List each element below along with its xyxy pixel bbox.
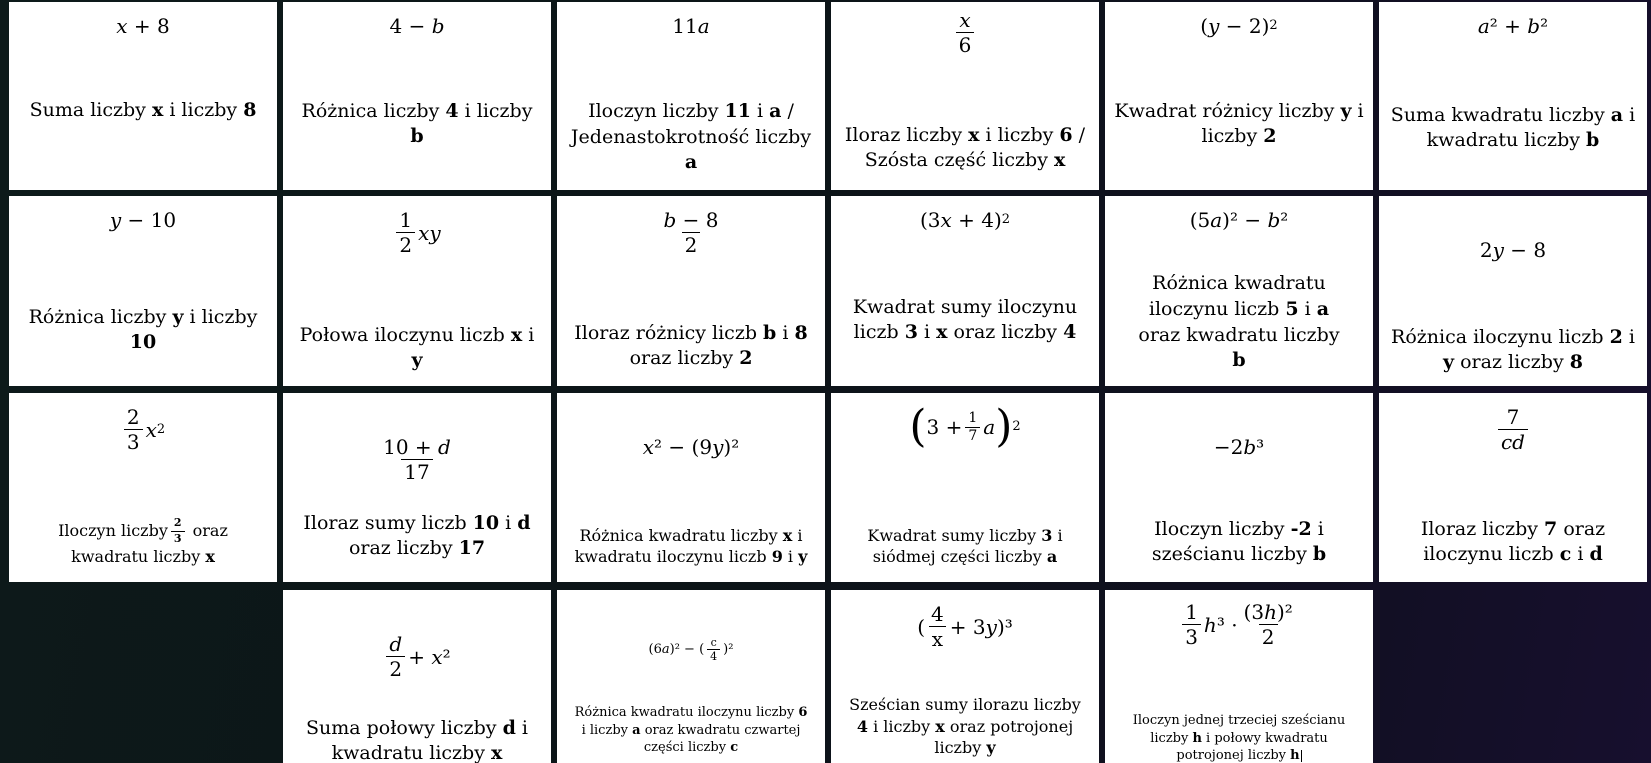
description-term: d bbox=[517, 511, 531, 534]
math-expression bbox=[917, 602, 1013, 651]
flashcard-r2c2[interactable] bbox=[283, 196, 551, 386]
flashcard-r4c2[interactable] bbox=[283, 590, 551, 763]
flashcard-r4c4[interactable] bbox=[831, 590, 1099, 763]
description-text: Suma kwadratu liczby bbox=[1390, 103, 1611, 126]
card-description bbox=[1139, 517, 1339, 568]
description-term: h bbox=[1290, 748, 1300, 763]
description-text: / Szósta część liczby bbox=[864, 123, 1086, 172]
math-expression bbox=[116, 14, 169, 38]
description-term: x bbox=[782, 525, 793, 545]
expression-tail: x bbox=[145, 417, 157, 442]
description-term: b bbox=[1232, 349, 1246, 372]
description-text: oraz liczby bbox=[348, 537, 459, 560]
card-description bbox=[1129, 271, 1349, 374]
card-description bbox=[1387, 103, 1639, 154]
description-term: 2 bbox=[1609, 325, 1623, 348]
description-text: Iloraz liczby bbox=[1420, 517, 1545, 540]
fraction-denominator: x bbox=[929, 626, 946, 651]
description-term: y bbox=[1443, 351, 1455, 374]
fraction-numerator: d bbox=[389, 632, 403, 656]
card-description bbox=[30, 98, 257, 124]
expression-text: 4 − b bbox=[389, 14, 445, 38]
card-description bbox=[1403, 517, 1623, 568]
description-text: i siódmej części liczby bbox=[872, 525, 1063, 567]
fraction bbox=[124, 405, 143, 454]
description-term: x bbox=[151, 99, 164, 122]
description-term: y bbox=[411, 349, 423, 372]
description-term: 4 bbox=[1063, 321, 1077, 344]
fraction bbox=[171, 516, 185, 547]
description-text: / Jedenastokrotność liczby bbox=[570, 100, 812, 148]
description-term: 3 bbox=[904, 321, 918, 344]
description-term: a bbox=[1046, 547, 1058, 567]
description-term: 17 bbox=[458, 537, 486, 560]
flashcard-r1c3[interactable] bbox=[557, 2, 825, 190]
fraction bbox=[965, 410, 980, 445]
fraction bbox=[1498, 405, 1528, 454]
description-term: 9 bbox=[771, 547, 783, 567]
description-term: 6 bbox=[1059, 123, 1073, 146]
description-term: d bbox=[502, 716, 516, 739]
description-text: i bbox=[750, 100, 770, 123]
fraction bbox=[396, 208, 415, 257]
description-term: x bbox=[205, 547, 215, 567]
description-text: oraz potrojonej liczby bbox=[934, 716, 1074, 758]
card-description bbox=[840, 123, 1090, 174]
fraction bbox=[1241, 600, 1296, 649]
description-text: Iloraz różnicy liczb bbox=[574, 321, 764, 344]
description-text: i bbox=[522, 323, 535, 346]
card-description bbox=[292, 323, 542, 374]
description-text: oraz kwadratu liczby bbox=[71, 520, 228, 567]
description-term: 4 bbox=[445, 99, 459, 122]
description-term: a bbox=[1610, 103, 1624, 126]
card-description bbox=[297, 99, 537, 150]
description-text: i liczby bbox=[979, 123, 1060, 146]
description-text: i liczby bbox=[1201, 99, 1364, 148]
expression-tail: xy bbox=[418, 220, 441, 245]
fraction bbox=[956, 8, 975, 57]
expression-tail: )² bbox=[723, 641, 734, 657]
description-text: i bbox=[776, 321, 795, 344]
description-text: i kwadratu liczby bbox=[331, 716, 529, 763]
card-description bbox=[845, 694, 1085, 759]
expression-text: (3x + 4) bbox=[919, 208, 1002, 232]
flashcard-r1c4[interactable] bbox=[831, 2, 1099, 190]
description-term: 4 bbox=[856, 716, 868, 736]
card-description bbox=[855, 525, 1075, 568]
description-term: 6 bbox=[798, 705, 808, 721]
description-term: -2 bbox=[1290, 517, 1312, 540]
math-expression bbox=[1214, 435, 1264, 459]
card-description bbox=[1129, 712, 1349, 763]
description-term: 11 bbox=[724, 100, 751, 123]
description-text: Iloraz liczby bbox=[844, 123, 969, 146]
math-expression bbox=[1179, 600, 1299, 649]
fraction-numerator: (3h)² bbox=[1243, 600, 1293, 624]
card-description bbox=[297, 716, 537, 763]
math-expression bbox=[657, 208, 724, 257]
card-description bbox=[845, 295, 1085, 346]
card-description bbox=[566, 321, 816, 372]
fraction-denominator: 3 bbox=[1182, 624, 1201, 649]
description-term: a bbox=[684, 151, 698, 174]
description-text: Różnica kwadratu liczby bbox=[579, 525, 783, 545]
description-text: i liczby bbox=[867, 716, 936, 736]
description-text: Sześcian sumy ilorazu liczby bbox=[849, 695, 1081, 715]
description-text: i liczby bbox=[163, 99, 244, 122]
fraction-denominator: 4 bbox=[707, 649, 720, 663]
description-text: oraz kwadratu liczby bbox=[1138, 323, 1340, 346]
flashcard-r1c6[interactable] bbox=[1379, 2, 1647, 190]
fraction-numerator: 10 + d bbox=[383, 435, 451, 459]
fraction-denominator: 6 bbox=[956, 32, 975, 57]
description-term: 5 bbox=[1285, 298, 1299, 321]
fraction-numerator: 2 bbox=[126, 405, 140, 429]
description-text: Różnica kwadratu iloczynu liczb bbox=[1148, 272, 1326, 321]
math-expression bbox=[649, 636, 734, 663]
fraction-numerator: c bbox=[710, 636, 717, 649]
description-term: y bbox=[986, 738, 996, 758]
math-expression bbox=[1495, 405, 1531, 454]
expression-lead: (6a)² − ( bbox=[648, 641, 705, 657]
flashcard-r2c1[interactable] bbox=[9, 196, 277, 386]
fraction-denominator: 2 bbox=[396, 232, 415, 257]
expression-text: a² + b² bbox=[1477, 14, 1549, 38]
expression-tail: + x² bbox=[408, 644, 451, 669]
card-description bbox=[571, 704, 811, 757]
description-text: oraz liczby bbox=[629, 347, 740, 370]
description-text: Iloczyn jednej trzeciej sześcianu liczby bbox=[1132, 713, 1346, 746]
flashcard-r2c5[interactable] bbox=[1105, 196, 1373, 386]
fraction-denominator: 3 bbox=[124, 429, 143, 454]
description-text: i bbox=[1298, 298, 1317, 321]
expression-lead: 3 + bbox=[926, 415, 963, 439]
description-term: x bbox=[936, 321, 948, 344]
math-expression bbox=[110, 208, 176, 232]
fraction bbox=[380, 435, 454, 484]
description-term: a bbox=[632, 722, 641, 738]
description-term: y bbox=[172, 305, 184, 328]
description-term: x bbox=[935, 716, 945, 736]
description-term: 10 bbox=[129, 331, 157, 354]
math-expression bbox=[1480, 238, 1546, 262]
description-term: y bbox=[798, 547, 808, 567]
flashcard-r2c4[interactable] bbox=[831, 196, 1099, 386]
description-text: i bbox=[1571, 543, 1590, 566]
expression-tail: + 3y)³ bbox=[949, 614, 1013, 639]
text-cursor bbox=[1301, 750, 1302, 762]
expression-text: 2y − 8 bbox=[1479, 238, 1547, 262]
description-text: Iloraz sumy liczb bbox=[303, 511, 473, 534]
card-description bbox=[566, 99, 816, 176]
flashcard-r2c3[interactable] bbox=[557, 196, 825, 386]
description-term: b bbox=[763, 321, 777, 344]
expression-tail: a bbox=[983, 415, 996, 439]
right-paren: ) bbox=[995, 401, 1013, 452]
expression-text: y − 10 bbox=[109, 208, 177, 232]
math-expression bbox=[1478, 14, 1548, 38]
description-term: c bbox=[1559, 543, 1572, 566]
description-text: Różnica liczby bbox=[28, 305, 173, 328]
fraction-denominator: 17 bbox=[401, 459, 432, 484]
fraction-denominator: 3 bbox=[171, 531, 185, 547]
expression-text: (y − 2) bbox=[1200, 14, 1270, 38]
description-term: 8 bbox=[794, 321, 808, 344]
left-paren: ( bbox=[909, 401, 927, 452]
flashcard-r1c2[interactable] bbox=[283, 2, 551, 190]
fraction-denominator: 7 bbox=[965, 427, 980, 445]
flashcard-r1c5[interactable] bbox=[1105, 2, 1373, 190]
flashcard-r3c6[interactable] bbox=[1379, 393, 1647, 582]
card-description bbox=[18, 305, 268, 356]
description-term: a bbox=[1316, 298, 1330, 321]
flashcard-r4c3[interactable] bbox=[557, 590, 825, 763]
description-text: Iloczyn liczby bbox=[1154, 517, 1291, 540]
fraction-denominator: cd bbox=[1498, 429, 1528, 454]
description-text: i połowy kwadratu potrojonej liczby bbox=[1176, 730, 1328, 763]
description-text: i liczby bbox=[458, 99, 533, 122]
fraction bbox=[1182, 600, 1201, 649]
expression-mid: h³ · bbox=[1203, 612, 1238, 637]
description-term: 2 bbox=[1263, 125, 1277, 148]
description-term: c bbox=[730, 740, 739, 756]
math-expression bbox=[1190, 208, 1289, 232]
description-term: 8 bbox=[243, 99, 257, 122]
description-text: Połowa iloczynu liczb bbox=[299, 323, 511, 346]
flashcard-r3c5[interactable] bbox=[1105, 393, 1373, 582]
description-term: 8 bbox=[1569, 351, 1583, 374]
fraction-numerator: 1 bbox=[1185, 600, 1198, 624]
description-text: i bbox=[782, 547, 799, 567]
math-expression bbox=[389, 14, 444, 38]
flashcard-r3c2[interactable] bbox=[283, 393, 551, 582]
description-term: x bbox=[1053, 149, 1066, 172]
expression-text: −2b³ bbox=[1213, 435, 1265, 459]
fraction-numerator: 2 bbox=[173, 515, 182, 529]
fraction-numerator: 1 bbox=[968, 409, 978, 426]
description-term: a bbox=[769, 100, 782, 123]
math-expression bbox=[377, 435, 457, 484]
fraction-denominator: 2 bbox=[386, 656, 405, 681]
description-term: 10 bbox=[472, 511, 500, 534]
fraction-numerator: 1 bbox=[399, 208, 413, 232]
description-text: i liczby bbox=[183, 305, 258, 328]
math-expression: $\frac{2}{3}$ x 2 bbox=[121, 405, 165, 454]
expression-text: 11a bbox=[672, 14, 710, 38]
description-text: i kwadratu iloczynu liczb bbox=[574, 525, 803, 567]
expression-text: x² − (9y)² bbox=[642, 435, 740, 459]
description-text: oraz iloczynu liczb bbox=[1423, 517, 1606, 566]
math-expression: (y − 2) 2 bbox=[1200, 14, 1278, 38]
fraction bbox=[928, 602, 947, 651]
card-description bbox=[43, 516, 243, 568]
description-text: oraz liczby bbox=[1454, 351, 1570, 374]
math-expression bbox=[672, 14, 709, 38]
description-text: Kwadrat sumy iloczynu liczb bbox=[852, 295, 1078, 344]
fraction-numerator: 4 bbox=[931, 602, 944, 626]
fraction-denominator: 2 bbox=[1259, 624, 1278, 649]
expression-text: x + 8 bbox=[116, 14, 170, 38]
description-text: i bbox=[1622, 325, 1635, 348]
flashcard-r2c6[interactable] bbox=[1379, 196, 1647, 386]
card-description bbox=[566, 525, 816, 568]
description-text: oraz liczby bbox=[947, 321, 1064, 344]
description-text: i bbox=[499, 511, 518, 534]
math-expression bbox=[393, 208, 440, 257]
description-term: b bbox=[410, 125, 424, 148]
description-text: i kwadratu liczby bbox=[1426, 103, 1636, 152]
math-expression bbox=[383, 632, 450, 681]
expression-lead: ( bbox=[917, 614, 926, 639]
description-term: x bbox=[968, 123, 980, 146]
description-term: y bbox=[1340, 99, 1352, 122]
flashcard-r4c5[interactable] bbox=[1105, 590, 1373, 763]
description-text: Suma połowy liczby bbox=[305, 716, 503, 739]
card-description bbox=[292, 511, 542, 562]
fraction bbox=[707, 636, 720, 663]
card-description bbox=[1387, 325, 1639, 376]
description-term: h bbox=[1192, 730, 1202, 746]
math-expression: (3x + 4) 2 bbox=[919, 208, 1011, 232]
description-text: i bbox=[917, 321, 937, 344]
flashcard-r3c3[interactable] bbox=[557, 393, 825, 582]
math-expression bbox=[643, 435, 739, 459]
description-term: b bbox=[1312, 543, 1327, 566]
description-term: x bbox=[510, 323, 523, 346]
fraction-numerator: x bbox=[959, 8, 971, 32]
fraction-numerator: b − 8 bbox=[663, 208, 719, 232]
description-term: x bbox=[491, 742, 503, 763]
expression-text: (5a)² − b² bbox=[1189, 208, 1289, 232]
description-text: Iloczyn liczby bbox=[588, 100, 725, 123]
description-text: Kwadrat sumy liczby bbox=[867, 525, 1042, 545]
description-text: i liczby bbox=[581, 722, 633, 738]
fraction-denominator: 2 bbox=[682, 232, 701, 257]
description-text: Iloczyn liczby bbox=[58, 520, 168, 540]
fraction bbox=[386, 632, 405, 681]
description-text: Różnica liczby bbox=[301, 99, 446, 122]
fraction bbox=[660, 208, 721, 257]
description-text: Suma liczby bbox=[29, 99, 152, 122]
description-term: d bbox=[1589, 543, 1603, 566]
flashcard-r3c1[interactable] bbox=[9, 393, 277, 582]
description-term: b bbox=[1586, 129, 1600, 152]
description-text: i sześcianu liczby bbox=[1151, 517, 1324, 566]
math-expression bbox=[953, 8, 978, 57]
description-term: 2 bbox=[739, 347, 753, 370]
description-term: 3 bbox=[1041, 525, 1053, 545]
card-description bbox=[1114, 99, 1364, 150]
flashcard-r3c4[interactable] bbox=[831, 393, 1099, 582]
math-expression: ( 3 + $\frac{1}{7}$ a ) 2 bbox=[909, 401, 1021, 452]
description-text: Różnica iloczynu liczb bbox=[1391, 325, 1610, 348]
description-text: Różnica kwadratu iloczynu liczby bbox=[574, 705, 799, 721]
description-text: Kwadrat różnicy liczby bbox=[1114, 99, 1341, 122]
fraction-numerator: 7 bbox=[1506, 405, 1520, 429]
flashcard-r1c1[interactable] bbox=[9, 2, 277, 190]
description-term: 7 bbox=[1544, 517, 1558, 540]
description-text: oraz kwadratu czwartej części liczby bbox=[640, 722, 801, 756]
